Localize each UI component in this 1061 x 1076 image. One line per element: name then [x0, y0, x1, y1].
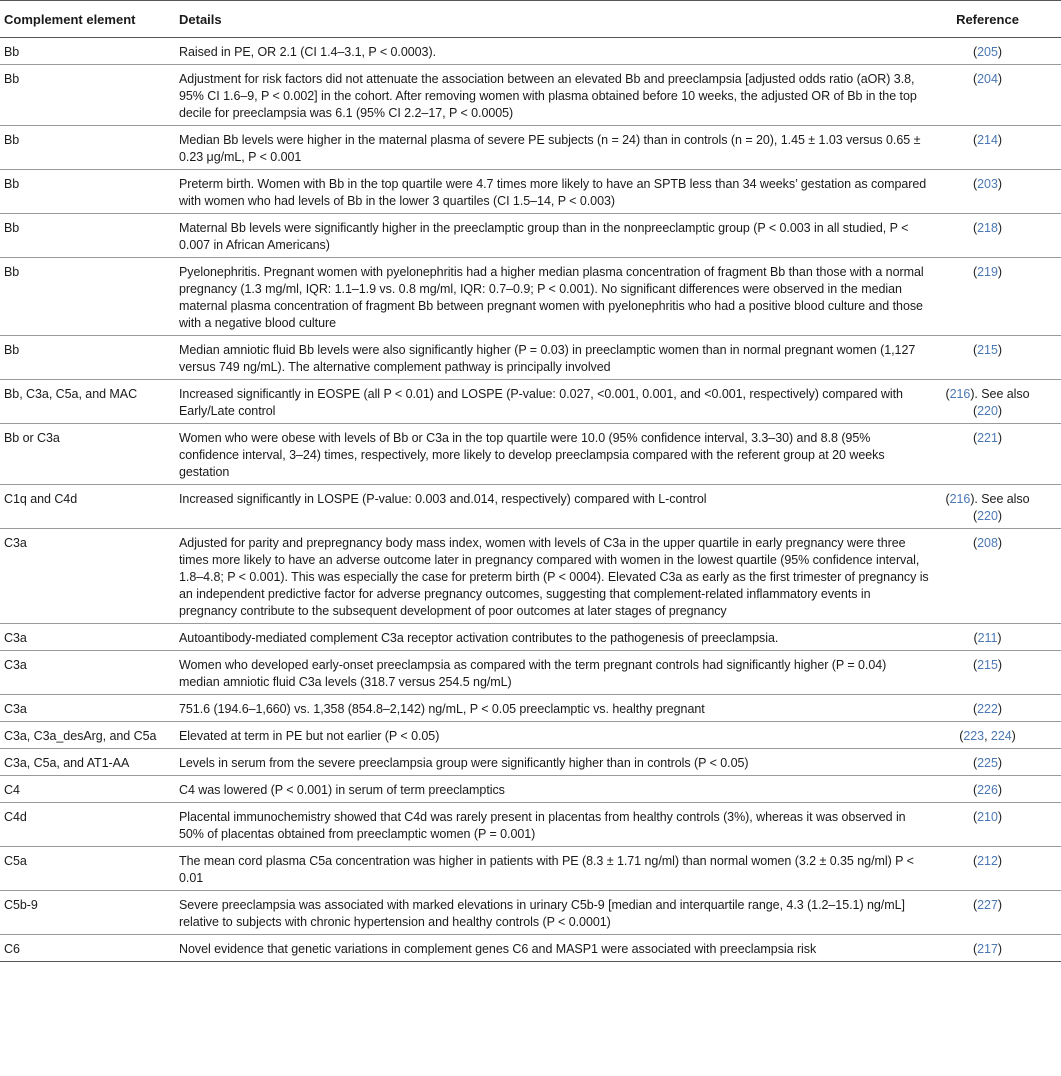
reference-cell	[934, 624, 1061, 651]
reference-punct: )	[997, 756, 1002, 770]
reference-cell	[934, 749, 1061, 776]
reference-punct: )	[997, 45, 1002, 59]
details-cell: 751.6 (194.6–1,660) vs. 1,358 (854.8–2,142) ng/mL, P < 0.05 preeclamptic vs. healthy pregnant	[170, 695, 934, 722]
reference-link[interactable]: 205	[977, 45, 998, 59]
table-row	[0, 776, 1061, 803]
table-row	[0, 935, 1061, 962]
complement-element-cell: C3a	[0, 624, 170, 651]
details-cell: C4 was lowered (P < 0.001) in serum of term preeclamptics	[170, 776, 934, 803]
header-details: Details	[170, 1, 934, 38]
complement-element-cell: C3a	[0, 695, 170, 722]
table-row	[0, 380, 1061, 424]
complement-element-cell: C1q and C4d	[0, 485, 170, 529]
details-cell: Median Bb levels were higher in the maternal plasma of severe PE subjects (n = 24) than in controls (n = 20), 1.45 ± 1.03 versus 0.65 ± 0.23 μg/mL, P < 0.001	[170, 126, 934, 170]
reference-cell	[934, 935, 1061, 962]
reference-link[interactable]: 220	[977, 404, 998, 418]
reference-punct: (	[973, 658, 978, 672]
details-cell: Severe preeclampsia was associated with marked elevations in urinary C5b-9 [median and interquartile range, 4.3 (1.2–15.1) ng/mL] relative to subjects with chronic hypertension and healthy controls (P < 0.0001)	[170, 891, 934, 935]
reference-punct: )	[997, 177, 1002, 191]
reference-cell	[934, 380, 1061, 424]
reference-link[interactable]: 225	[977, 756, 998, 770]
reference-punct: (	[973, 431, 978, 445]
complement-element-cell: Bb	[0, 336, 170, 380]
reference-punct: )	[997, 658, 1002, 672]
table-row	[0, 529, 1061, 624]
table-header-row	[0, 1, 1061, 38]
reference-link[interactable]: 220	[977, 509, 998, 523]
reference-punct: )	[997, 942, 1002, 956]
details-cell: Median amniotic fluid Bb levels were also significantly higher (P = 0.03) in preeclamptic women than in normal pregnant women (1,127 versus 749 ng/mL). The alternative complement pathway is principally involved	[170, 336, 934, 380]
table-row	[0, 695, 1061, 722]
complement-element-cell: C4	[0, 776, 170, 803]
complement-element-cell: Bb	[0, 126, 170, 170]
reference-punct: (	[959, 729, 964, 743]
reference-punct: (	[945, 387, 950, 401]
details-cell: Levels in serum from the severe preeclampsia group were significantly higher than in controls (P < 0.05)	[170, 749, 934, 776]
table-row	[0, 624, 1061, 651]
reference-link[interactable]: 217	[977, 942, 998, 956]
details-cell: Women who were obese with levels of Bb or C3a in the top quartile were 10.0 (95% confidence interval, 3.3–30) and 8.8 (95% confidence interval, 3–24) times, respectively, more likely to develop preeclampsia compared with the referent group at 20 weeks gestation	[170, 424, 934, 485]
reference-link[interactable]: 214	[977, 133, 998, 147]
complement-element-cell: Bb	[0, 65, 170, 126]
reference-punct: )	[997, 221, 1002, 235]
table-row	[0, 65, 1061, 126]
reference-punct: )	[997, 431, 1002, 445]
reference-cell	[934, 529, 1061, 624]
reference-cell	[934, 170, 1061, 214]
table-row	[0, 847, 1061, 891]
reference-punct: (	[973, 72, 978, 86]
header-complement-element: Complement element	[0, 1, 170, 38]
reference-punct: )	[997, 265, 1002, 279]
reference-punct: )	[997, 404, 1002, 418]
reference-cell	[934, 126, 1061, 170]
reference-link[interactable]: 226	[977, 783, 998, 797]
details-cell: Adjustment for risk factors did not attenuate the association between an elevated Bb and preeclampsia [adjusted odds ratio (aOR) 3.8, 95% CI 1.6–9, P < 0.002] in the cohort. After removing women with plasma obtained before 10 weeks, the adjusted OR of Bb in the top decile for preeclampsia was 6.1 (95% CI 2.2–17, P < 0.0005)	[170, 65, 934, 126]
reference-punct: ). See also (	[970, 387, 1030, 418]
reference-punct: )	[997, 509, 1002, 523]
table-row	[0, 126, 1061, 170]
details-cell: Preterm birth. Women with Bb in the top quartile were 4.7 times more likely to have an SPTB less than 34 weeks’ gestation as compared with women who had levels of Bb in the lower 3 quartiles (CI 1.5–14, P < 0.003)	[170, 170, 934, 214]
reference-punct: ,	[984, 729, 991, 743]
reference-punct: (	[973, 756, 978, 770]
reference-punct: )	[997, 702, 1002, 716]
reference-cell	[934, 847, 1061, 891]
reference-cell	[934, 336, 1061, 380]
reference-punct: (	[973, 133, 978, 147]
reference-cell	[934, 424, 1061, 485]
reference-punct: (	[973, 631, 978, 645]
reference-punct: (	[973, 854, 978, 868]
details-cell: Increased significantly in EOSPE (all P < 0.01) and LOSPE (P-value: 0.027, <0.001, 0.001, and <0.001, respectively) compared with Early/Late control	[170, 380, 934, 424]
reference-cell	[934, 258, 1061, 336]
reference-link[interactable]: 212	[977, 854, 998, 868]
table-row	[0, 424, 1061, 485]
complement-element-cell: C3a	[0, 651, 170, 695]
reference-punct: (	[973, 221, 978, 235]
reference-link[interactable]: 227	[977, 898, 998, 912]
complement-element-cell: C3a	[0, 529, 170, 624]
complement-element-cell: Bb	[0, 38, 170, 65]
table-row	[0, 485, 1061, 529]
complement-element-cell: Bb	[0, 214, 170, 258]
reference-punct: (	[973, 942, 978, 956]
reference-link[interactable]: 224	[990, 729, 1012, 743]
reference-punct: (	[973, 343, 978, 357]
reference-punct: )	[1011, 729, 1016, 743]
reference-cell	[934, 695, 1061, 722]
table-row	[0, 722, 1061, 749]
reference-link[interactable]: 215	[977, 658, 998, 672]
reference-punct: (	[973, 783, 978, 797]
details-cell: Elevated at term in PE but not earlier (P < 0.05)	[170, 722, 934, 749]
details-cell: Adjusted for parity and prepregnancy body mass index, women with levels of C3a in the upper quartile in early pregnancy were three times more likely to have an adverse outcome later in pregnancy compared with women in the lowest quartile (95% confidence interval, 1.8–4.8; P < 0.001). This was especially the case for preterm birth (P < 0004). Elevated C3a as early as the first trimester of pregnancy is an independent predictive factor for adverse pregnancy outcomes, suggesting that complement-related inflammatory events in pregnancy contribute to the subsequent development of poor outcomes at later stages of pregnancy	[170, 529, 934, 624]
reference-link[interactable]: 210	[977, 810, 998, 824]
complement-element-cell: Bb	[0, 170, 170, 214]
reference-link[interactable]: 218	[977, 221, 998, 235]
reference-cell	[934, 65, 1061, 126]
reference-cell	[934, 651, 1061, 695]
complement-element-cell: Bb	[0, 258, 170, 336]
details-cell: Placental immunochemistry showed that C4d was rarely present in placentas from healthy controls (3%), whereas it was observed in 50% of placentas obtained from preeclamptic women (P = 0.001)	[170, 803, 934, 847]
reference-link[interactable]: 211	[977, 631, 998, 645]
reference-punct: )	[997, 133, 1002, 147]
details-cell: The mean cord plasma C5a concentration was higher in patients with PE (8.3 ± 1.71 ng/ml) than normal women (3.2 ± 0.35 ng/ml) P < 0.01	[170, 847, 934, 891]
reference-link[interactable]: 221	[977, 431, 998, 445]
reference-punct: )	[997, 898, 1002, 912]
complement-element-cell: C3a, C5a, and AT1-AA	[0, 749, 170, 776]
table-row	[0, 651, 1061, 695]
details-cell: Autoantibody-mediated complement C3a receptor activation contributes to the pathogenesis of preeclampsia.	[170, 624, 934, 651]
reference-cell	[934, 38, 1061, 65]
reference-punct: (	[973, 536, 978, 550]
reference-punct: )	[997, 72, 1002, 86]
table-row	[0, 38, 1061, 65]
reference-punct: )	[997, 854, 1002, 868]
details-cell: Maternal Bb levels were significantly higher in the preeclamptic group than in the nonpreeclamptic group (P < 0.003 in all studied, P < 0.007 in African Americans)	[170, 214, 934, 258]
reference-punct: )	[997, 343, 1002, 357]
reference-punct: (	[973, 265, 978, 279]
details-cell: Raised in PE, OR 2.1 (CI 1.4–3.1, P < 0.0003).	[170, 38, 934, 65]
reference-link[interactable]: 223	[963, 729, 985, 743]
complement-element-cell: Bb, C3a, C5a, and MAC	[0, 380, 170, 424]
details-cell: Novel evidence that genetic variations in complement genes C6 and MASP1 were associated with preeclampsia risk	[170, 935, 934, 962]
details-cell: Pyelonephritis. Pregnant women with pyelonephritis had a higher median plasma concentration of fragment Bb than those with a normal pregnancy (1.3 mg/ml, IQR: 1.1–1.9 vs. 0.8 mg/ml, IQR: 0.7–0.9; P < 0.001). No significant differences were observed in the median maternal plasma concentration of fragment Bb between pregnant women with pyelonephritis who had a positive blood culture and those with a negative blood culture	[170, 258, 934, 336]
reference-cell	[934, 722, 1061, 749]
reference-link[interactable]: 216	[949, 492, 971, 506]
reference-cell	[934, 214, 1061, 258]
complement-element-cell: C5b-9	[0, 891, 170, 935]
reference-punct: (	[973, 898, 978, 912]
reference-cell	[934, 776, 1061, 803]
table-row	[0, 891, 1061, 935]
complement-element-cell: C4d	[0, 803, 170, 847]
reference-punct: )	[997, 631, 1002, 645]
details-cell: Women who developed early-onset preeclampsia as compared with the term pregnant controls had significantly higher (P = 0.04) median amniotic fluid C3a levels (318.7 versus 254.5 ng/mL)	[170, 651, 934, 695]
reference-punct: (	[973, 177, 978, 191]
reference-punct: ). See also (	[970, 492, 1030, 523]
reference-punct: (	[973, 45, 978, 59]
reference-cell	[934, 891, 1061, 935]
complement-element-cell: Bb or C3a	[0, 424, 170, 485]
table-row	[0, 803, 1061, 847]
table-row	[0, 749, 1061, 776]
table-row	[0, 258, 1061, 336]
header-reference: Reference	[934, 1, 1061, 38]
reference-punct: (	[945, 492, 950, 506]
table-row	[0, 214, 1061, 258]
reference-link[interactable]: 208	[977, 536, 998, 550]
reference-punct: )	[997, 536, 1002, 550]
reference-cell	[934, 485, 1061, 529]
table-row	[0, 170, 1061, 214]
reference-punct: )	[997, 783, 1002, 797]
details-cell: Increased significantly in LOSPE (P-value: 0.003 and.014, respectively) compared with L-control	[170, 485, 934, 529]
reference-punct: (	[973, 702, 978, 716]
reference-link[interactable]: 204	[977, 72, 998, 86]
complement-element-cell: C5a	[0, 847, 170, 891]
complement-element-cell: C6	[0, 935, 170, 962]
reference-link[interactable]: 215	[977, 343, 998, 357]
reference-punct: )	[997, 810, 1002, 824]
complement-element-cell: C3a, C3a_desArg, and C5a	[0, 722, 170, 749]
reference-cell	[934, 803, 1061, 847]
reference-punct: (	[973, 810, 978, 824]
reference-link[interactable]: 216	[949, 387, 971, 401]
reference-link[interactable]: 219	[977, 265, 998, 279]
reference-link[interactable]: 203	[977, 177, 998, 191]
table-row	[0, 336, 1061, 380]
reference-link[interactable]: 222	[977, 702, 998, 716]
